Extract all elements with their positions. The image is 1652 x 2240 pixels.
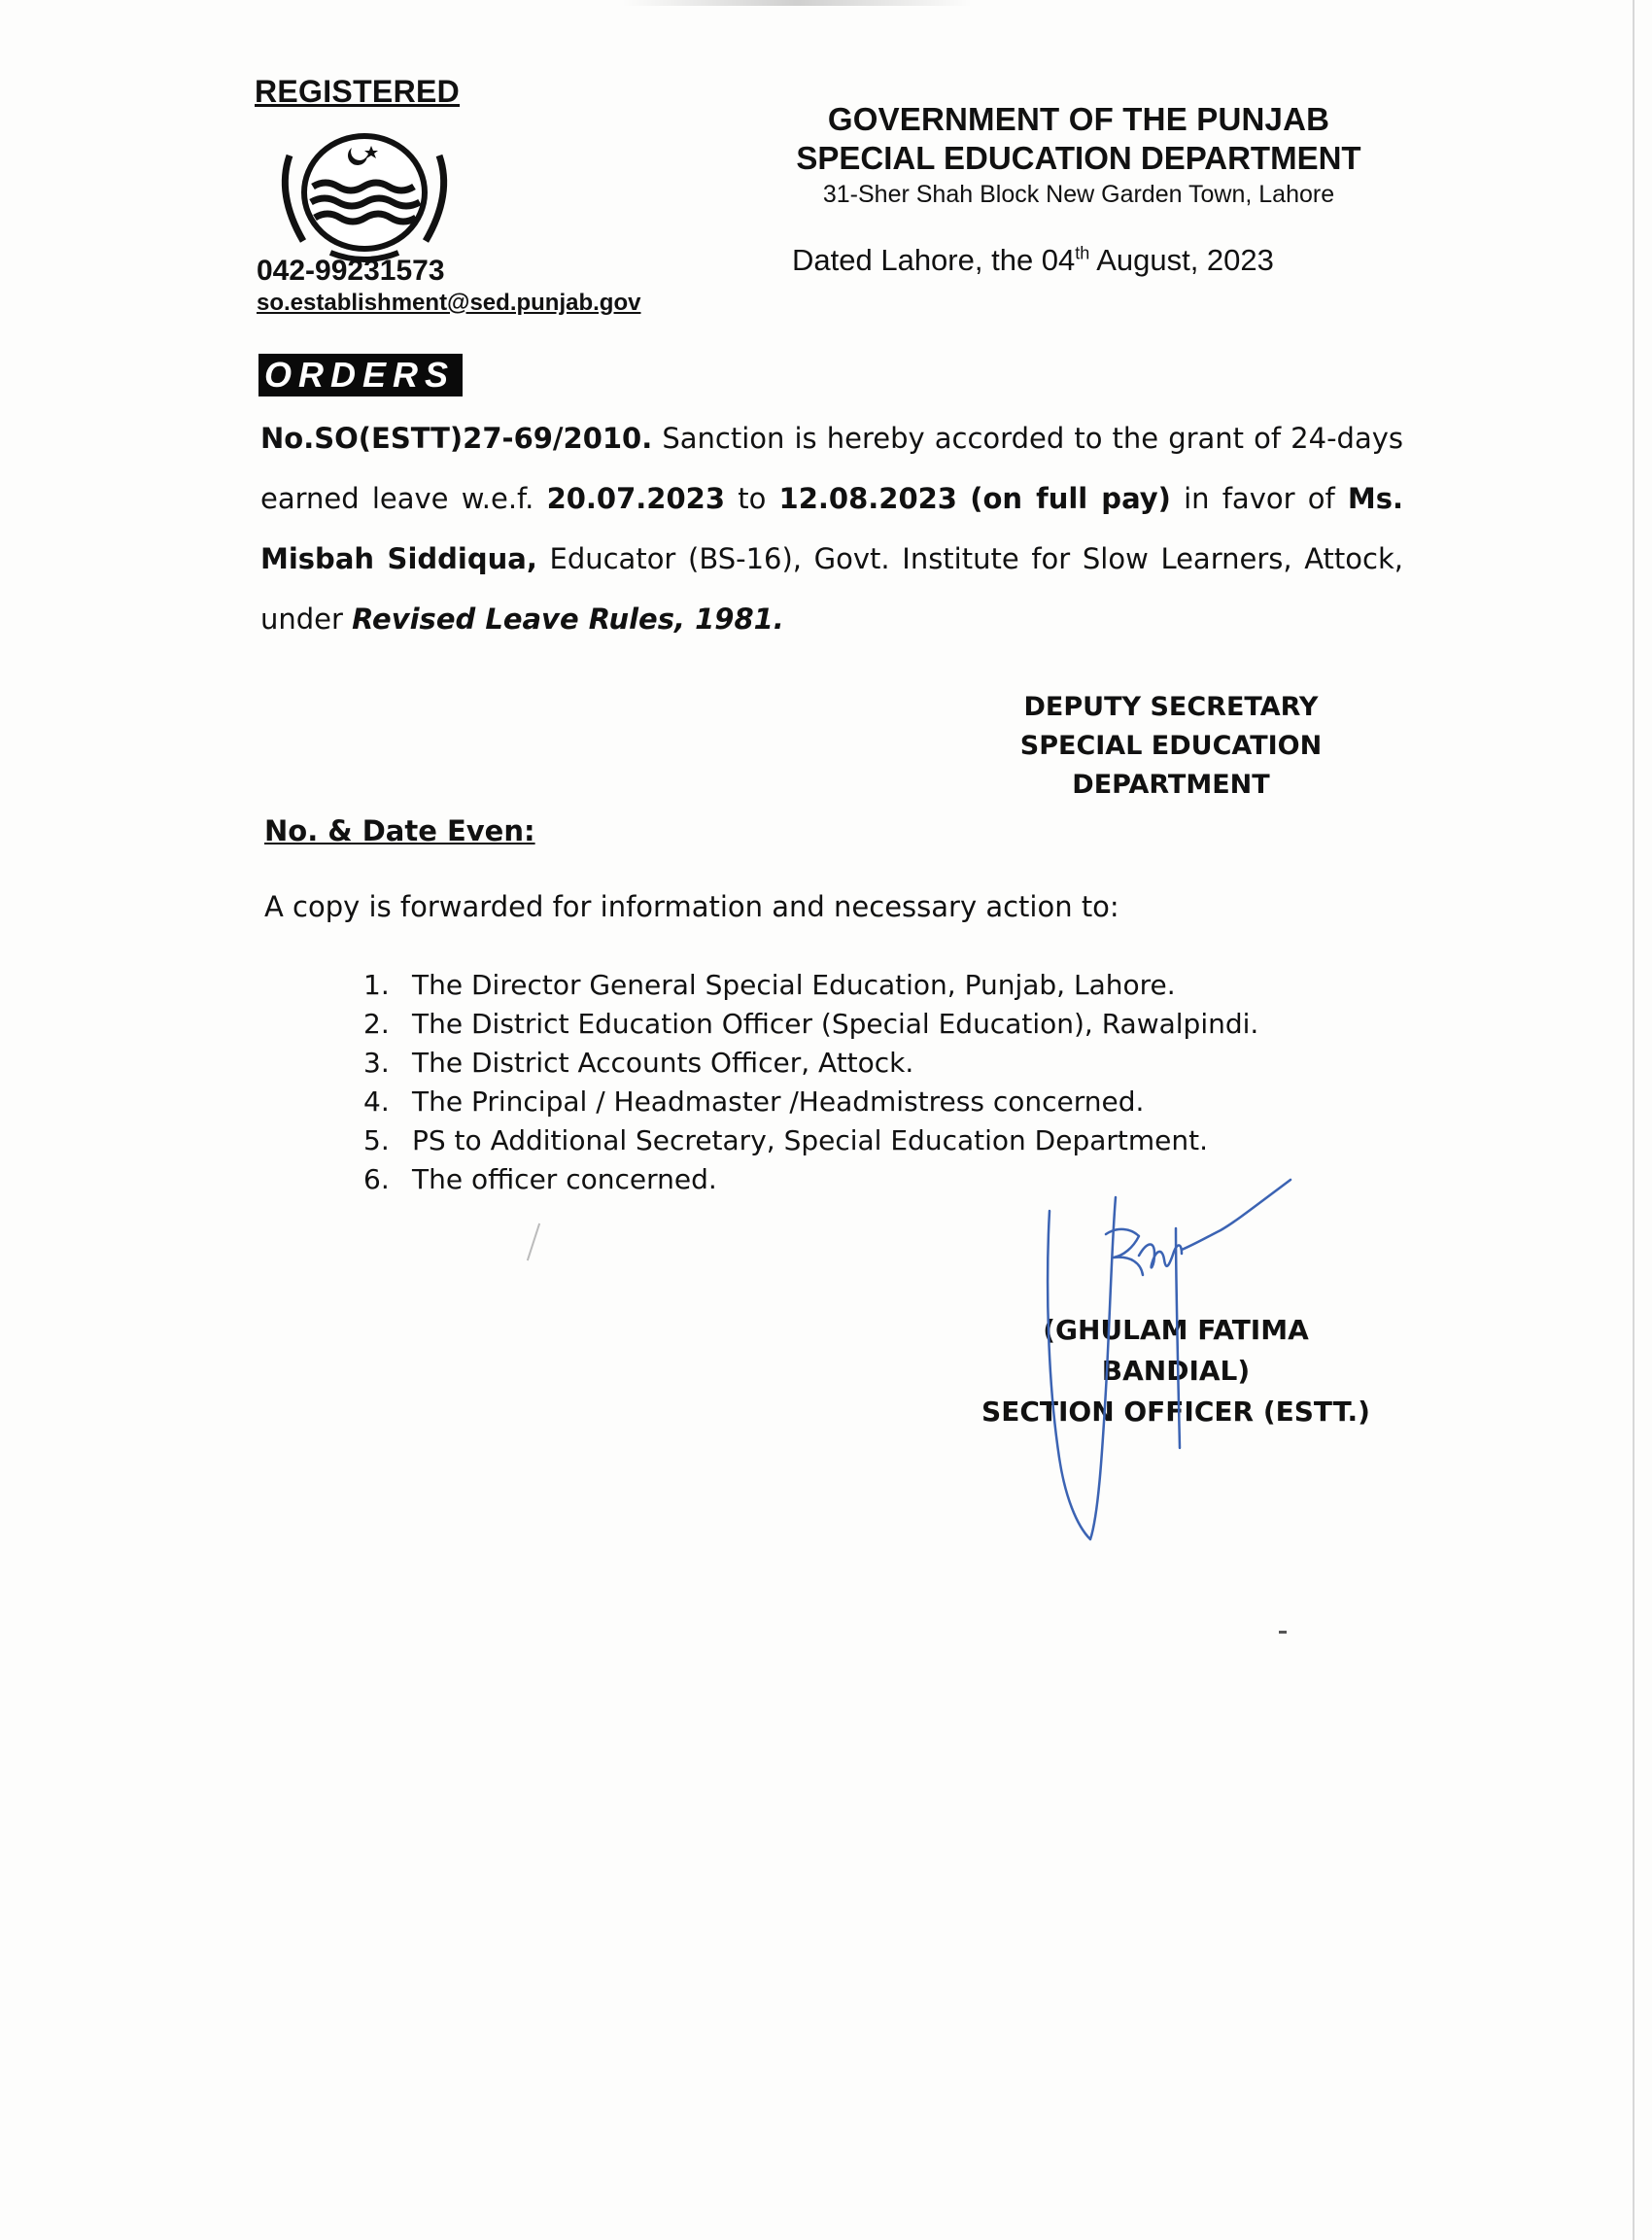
list-number: 5. xyxy=(363,1124,390,1156)
date-rest: August, 2023 xyxy=(1089,243,1274,277)
registered-label: REGISTERED xyxy=(255,74,461,109)
copy-forward-text: A copy is forwarded for information and necessary action to: xyxy=(264,890,1119,923)
list-text: PS to Additional Secretary, Special Education Department. xyxy=(412,1124,1208,1156)
employee-name: Ms. Misbah Siddiqua, xyxy=(260,482,1404,575)
body-text-3 xyxy=(957,482,970,515)
pay-note: (on full pay) xyxy=(970,482,1171,515)
list-text: The Director General Special Education, Punjab, Lahore. xyxy=(412,969,1176,1001)
email-address: so.establishment@sed.punjab.gov xyxy=(257,290,641,316)
list-number: 1. xyxy=(363,969,390,1001)
order-body xyxy=(260,408,1403,649)
distribution-list xyxy=(363,966,1258,1199)
list-item xyxy=(363,966,1258,1005)
deputy-line-1: DEPUTY SECRETARY xyxy=(1023,692,1319,722)
department-title: SPECIAL EDUCATION DEPARTMENT xyxy=(796,140,1361,176)
orders-title: ORDERS xyxy=(258,354,463,396)
to-date: 12.08.2023 xyxy=(778,482,957,515)
page-edge xyxy=(1633,0,1635,2240)
officer-designation: SECTION OFFICER (ESTT.) xyxy=(981,1396,1370,1428)
phone-number: 042-99231573 xyxy=(257,255,445,287)
list-item xyxy=(363,1121,1258,1160)
list-number: 3. xyxy=(363,1047,390,1079)
department-address: 31-Sher Shah Block New Garden Town, Lahore xyxy=(822,181,1335,208)
list-item xyxy=(363,1044,1258,1083)
deputy-line-2: SPECIAL EDUCATION xyxy=(1019,731,1323,761)
government-title: GOVERNMENT OF THE PUNJAB xyxy=(827,101,1330,137)
date-line xyxy=(792,243,1274,278)
list-item xyxy=(363,1005,1258,1044)
no-date-even-label: No. & Date Even: xyxy=(264,814,535,847)
list-text: The District Education Officer (Special Education), Rawalpindi. xyxy=(412,1008,1259,1040)
leave-rules: Revised Leave Rules, 1981. xyxy=(352,603,784,636)
list-text: The Principal / Headmaster /Headmistress concerned. xyxy=(412,1086,1145,1118)
deputy-line-3: DEPARTMENT xyxy=(1072,770,1270,800)
date-prefix: Dated Lahore, the 04 xyxy=(792,243,1076,277)
from-date: 20.07.2023 xyxy=(546,482,726,515)
body-text-4: in favor of xyxy=(1170,482,1348,515)
deputy-secretary-block xyxy=(1011,688,1331,805)
list-text: The officer concerned. xyxy=(412,1163,717,1195)
punjab-emblem-icon xyxy=(262,117,466,272)
scan-mark xyxy=(1279,1631,1287,1634)
body-text-5: Educator (BS-16), Govt. Institute for Slow Learners, Attock, under xyxy=(260,542,1404,636)
list-number: 6. xyxy=(363,1163,390,1195)
handwritten-signature xyxy=(1030,1166,1302,1555)
list-number: 2. xyxy=(363,1008,390,1040)
list-item xyxy=(363,1083,1258,1121)
scan-smudge xyxy=(622,0,972,6)
letterhead-header xyxy=(739,101,1419,209)
list-number: 4. xyxy=(363,1086,390,1118)
scan-mark xyxy=(527,1223,540,1261)
date-suffix: th xyxy=(1075,243,1090,263)
officer-name: (GHULAM FATIMA BANDIAL) xyxy=(1043,1314,1309,1387)
list-text: The District Accounts Officer, Attock. xyxy=(412,1047,914,1079)
body-text-1: Sanction is hereby accorded to the grant of 24-days earned leave w.e.f. xyxy=(260,422,1403,515)
reference-number: No.SO(ESTT)27-69/2010. xyxy=(260,422,653,455)
body-text-2: to xyxy=(725,482,779,515)
